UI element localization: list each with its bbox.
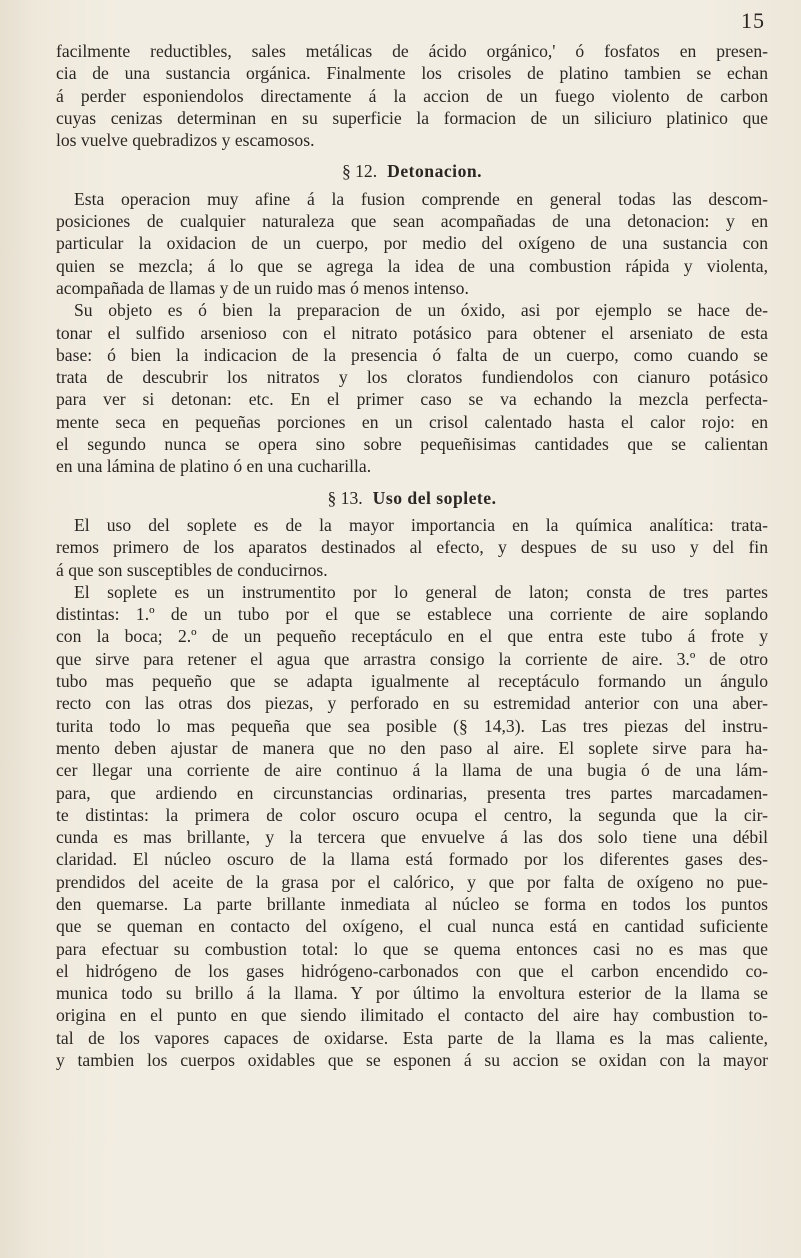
page-number: 15 bbox=[741, 8, 765, 33]
paragraph-continuation bbox=[56, 40, 768, 151]
text-line: que sirve para retener el agua que arrastra consigo la corriente de aire. 3.º de otro bbox=[56, 648, 768, 669]
section-title: Detonacion. bbox=[387, 161, 483, 182]
text-line: origina en el punto en que siendo ilimitado el contacto del aire hay combustion to- bbox=[56, 1005, 768, 1026]
text-line: tal de los vapores capaces de oxidarse. Esta parte de la llama es la mas caliente, bbox=[56, 1027, 768, 1048]
text-line: con la boca; 2.º de un pequeño receptáculo en el que entra este tubo á frote y bbox=[56, 626, 768, 647]
text-line: quien se mezcla; á lo que se agrega la idea de una combustion rápida y violenta, bbox=[56, 255, 768, 276]
text-line: base: ó bien la indicacion de la presencia ó falta de un cuerpo, como cuando se bbox=[56, 344, 768, 365]
text-line: posiciones de cualquier naturaleza que sean acompañadas de una detonacion: y en bbox=[56, 211, 768, 232]
text-line: el segundo nunca se opera sino sobre pequeñisimas cantidades que se calientan bbox=[56, 434, 768, 455]
paragraph-detonacion-1 bbox=[56, 188, 768, 299]
text-line: prendidos del aceite de la grasa por el calórico, y que por falta de oxígeno no pue- bbox=[56, 871, 768, 892]
text-line: te distintas: la primera de color oscuro ocupa el centro, la segunda que la cir- bbox=[56, 804, 768, 825]
text-line: acompañada de llamas y de un ruido mas ó menos intenso. bbox=[56, 277, 469, 298]
text-line: turita todo lo mas pequeña que sea posible (§ 14,3). Las tres piezas del instru- bbox=[56, 715, 768, 736]
text-line: recto con las otras dos piezas, y perforado en su estremidad anterior con una aber- bbox=[56, 693, 768, 714]
text-line: Su objeto es ó bien la preparacion de un óxido, asi por ejemplo se hace de- bbox=[74, 300, 768, 321]
text-line: distintas: 1.º de un tubo por el que se establece una corriente de aire soplando bbox=[56, 604, 768, 625]
section-number: § 12. bbox=[341, 161, 378, 182]
text-line: en una lámina de platino ó en una cucharilla. bbox=[56, 456, 372, 477]
text-line: Esta operacion muy afine á la fusion comprende en general todas las descom- bbox=[74, 188, 768, 209]
section-heading-13 bbox=[56, 487, 768, 509]
text-line: mento deben ajustar de manera que no den paso al aire. El soplete sirve para ha- bbox=[56, 737, 768, 758]
text-line: particular la oxidacion de un cuerpo, por medio del oxígeno de una sustancia con bbox=[56, 233, 768, 254]
text-line: El soplete es un instrumentito por lo general de laton; consta de tres partes bbox=[74, 581, 768, 602]
text-line: munica todo su brillo á la llama. Y por último la envoltura esterior de la llama se bbox=[56, 983, 768, 1004]
text-line: den quemarse. La parte brillante inmediata al núcleo se forma en todos los puntos bbox=[56, 893, 768, 914]
text-line: trata de descubrir los nitratos y los cloratos fundiendolos con cianuro potásico bbox=[56, 367, 768, 388]
text-line: el hidrógeno de los gases hidrógeno-carbonados con que el carbon encendido co- bbox=[56, 960, 768, 981]
text-line: que se queman en contacto del oxígeno, el cual nunca está en cantidad suficiente bbox=[56, 916, 768, 937]
text-line: á perder esponiendolos directamente á la accion de un fuego violento de carbon bbox=[56, 85, 768, 106]
text-line: á que son susceptibles de conducirnos. bbox=[56, 559, 328, 580]
text-line: para ver si detonan: etc. En el primer caso se va echando la mezcla perfecta- bbox=[56, 389, 768, 410]
text-line: para, que ardiendo en circunstancias ordinarias, presenta tres partes marcadamen- bbox=[56, 782, 768, 803]
section-number: § 13. bbox=[327, 487, 363, 508]
text-line: cunda es mas brillante, y la tercera que envuelve á las dos solo tiene una débil bbox=[56, 827, 768, 848]
paragraph-soplete-1 bbox=[56, 514, 768, 581]
text-line: tonar el sulfido arsenioso con el nitrato potásico para obtener el arseniato de esta bbox=[56, 322, 768, 343]
section-heading-12 bbox=[56, 160, 768, 182]
paragraph-soplete-2 bbox=[56, 581, 768, 1072]
text-line: los vuelve quebradizos y escamosos. bbox=[56, 130, 315, 151]
page-body bbox=[56, 40, 768, 1071]
text-line: mente seca en pequeñas porciones en un crisol calentado hasta el calor rojo: en bbox=[56, 411, 768, 432]
text-line: cer llegar una corriente de aire continuo á la llama de una bugia ó de una lám- bbox=[56, 760, 768, 781]
text-line: cia de una sustancia orgánica. Finalmente los crisoles de platino tambien se echan bbox=[56, 63, 768, 84]
text-line: claridad. El núcleo oscuro de la llama está formado por los diferentes gases des- bbox=[56, 849, 768, 870]
text-line: facilmente reductibles, sales metálicas de ácido orgánico,' ó fosfatos en presen- bbox=[56, 41, 768, 61]
text-line: y tambien los cuerpos oxidables que se esponen á su accion se oxidan con la mayor bbox=[56, 1050, 768, 1071]
text-line: El uso del soplete es de la mayor importancia en la química analítica: trata- bbox=[74, 514, 768, 535]
paragraph-detonacion-2 bbox=[56, 299, 768, 477]
text-line: para efectuar su combustion total: lo que se quema entonces casi no es mas que bbox=[56, 938, 768, 959]
section-title: Uso del soplete. bbox=[372, 487, 497, 508]
text-line: cuyas cenizas determinan en su superficie la formacion de un siliciuro platinico que bbox=[56, 107, 768, 128]
text-line: remos primero de los aparatos destinados al efecto, y despues de su uso y del fin bbox=[56, 537, 768, 558]
text-line: tubo mas pequeño que se adapta igualmente al receptáculo formando un ángulo bbox=[56, 671, 768, 692]
